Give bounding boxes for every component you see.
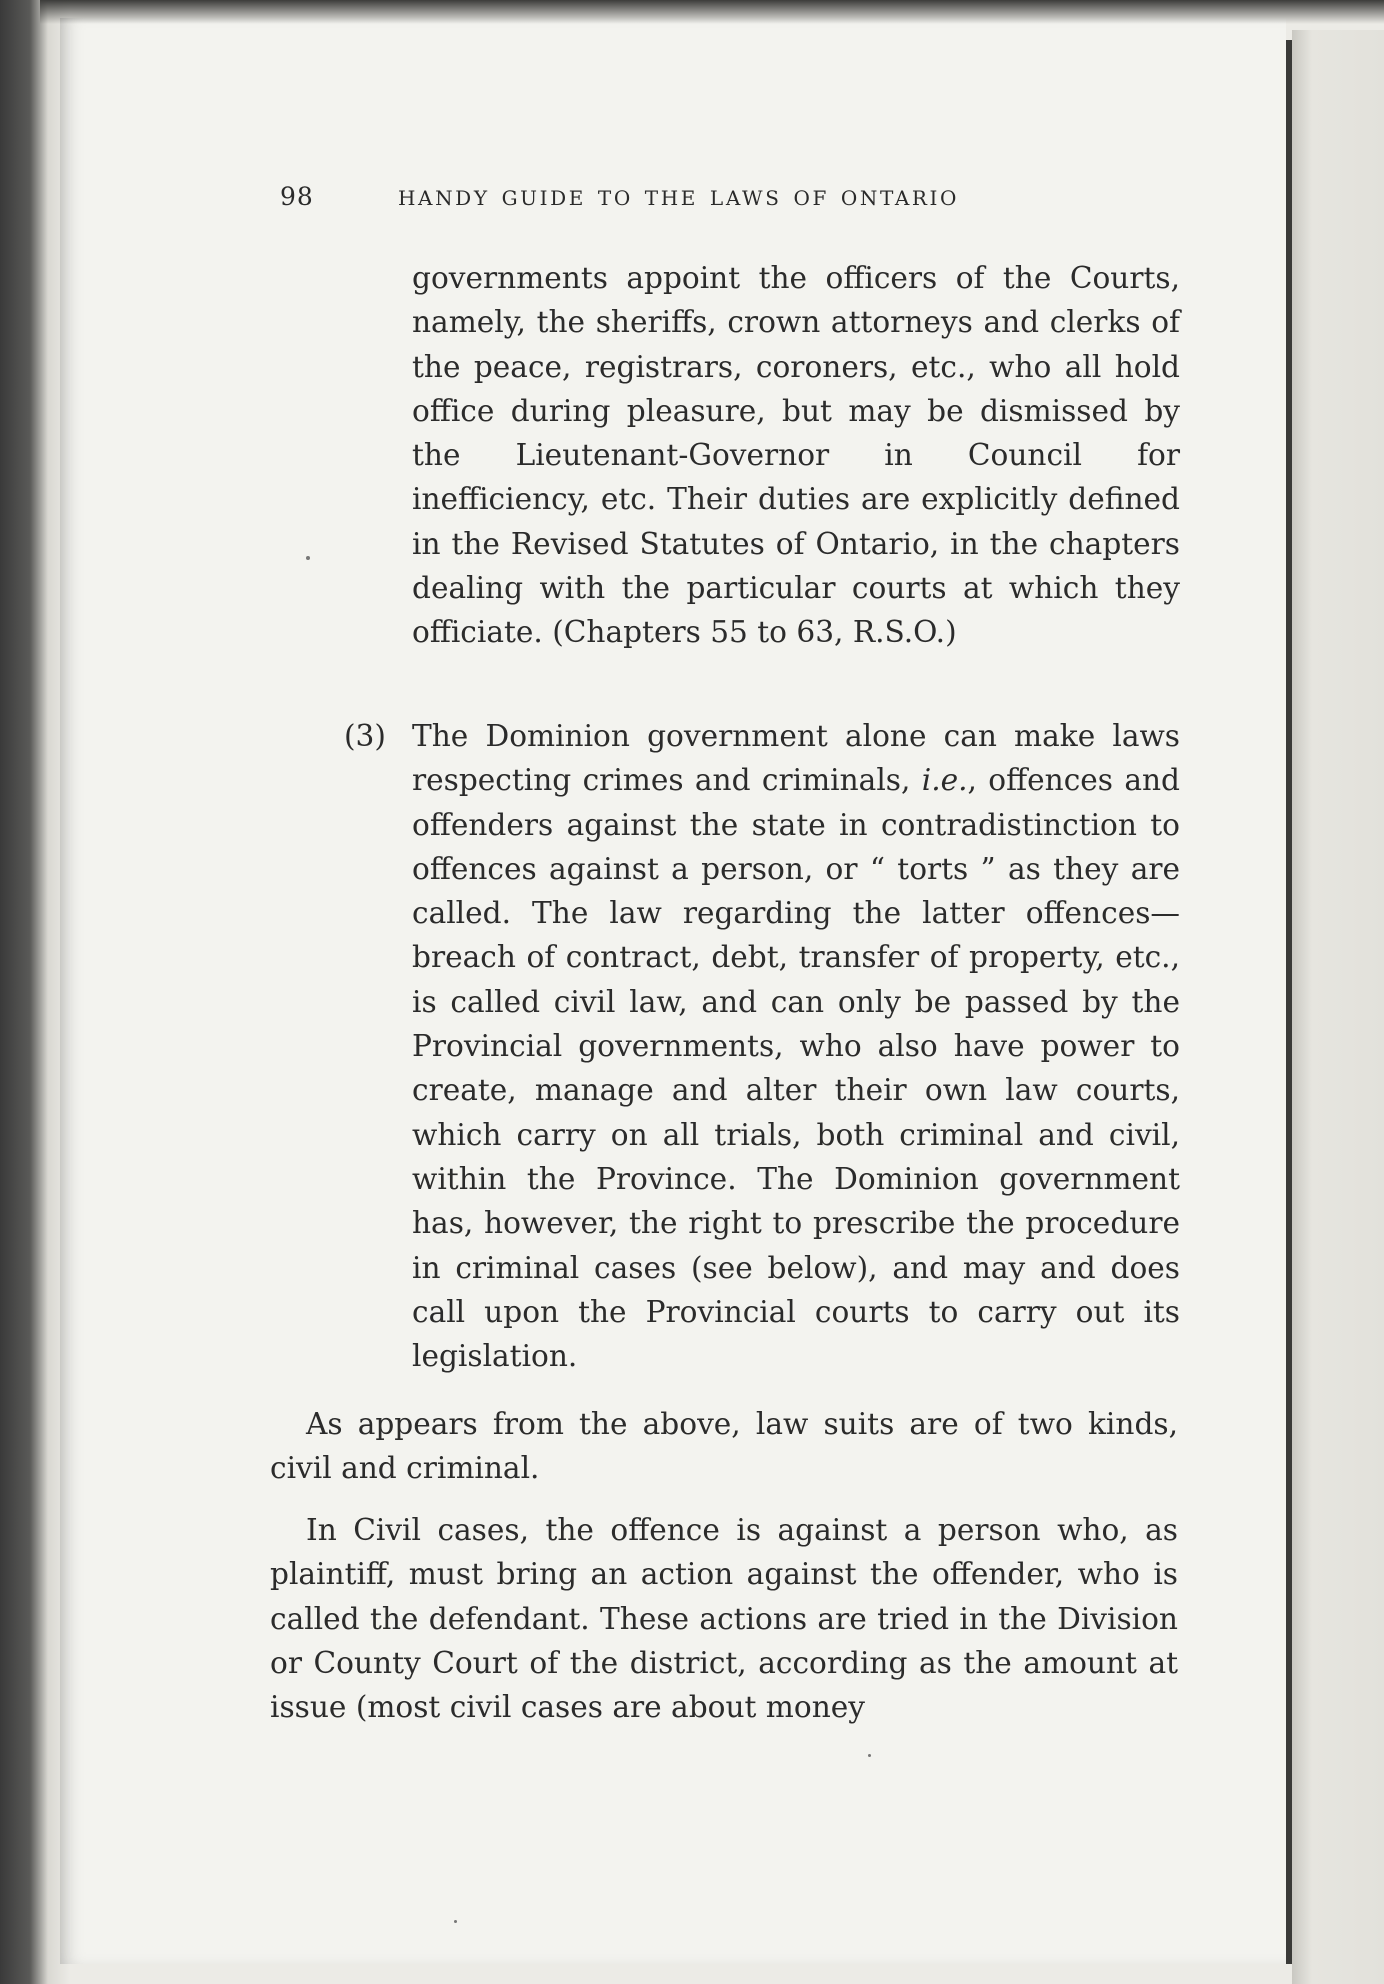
scan-top-shadow [40,0,1384,24]
continued-item-text: governments appoint the officers of the Courts, namely, the sheriffs, crown attorneys and clerks of the peace, registrars, coroners, etc., who all hold office during pleasure, but may be dismissed by the Lieutenant-Governor in Council for inefficiency, etc. Their duties are explicitly defined in the Revised Statutes of Ontario, in the chapters dealing with the particular courts at which they officiate. (Chapters 55 to 63, R.S.O.) [412,261,1180,650]
paper-speck [868,1754,871,1757]
paper-speck [454,1920,457,1923]
paper-speck [306,556,310,560]
item-text-end: , offences and offenders against the state in contradistinction to offences against a person, or “ torts ” as they are called. The law regarding the latter offences—breach of contract, debt, transfer of property, etc., is called civil law, and can only be passed by the Provincial governments, who also have power to create, manage and alter their own law courts, which carry on all trials, both criminal and civil, within the Province. The Dominion government has, however, the right to prescribe the procedure in criminal cases (see below), and may and does call upon the Provincial courts to carry out its legislation. [412,763,1180,1374]
page-number: 98 [280,182,314,211]
item-text-start: The Dominion government alone can make laws respecting crimes and criminals, [412,719,1180,798]
running-head: HANDY GUIDE TO THE LAWS OF ONTARIO [398,186,960,210]
item-body [412,714,1180,1378]
paragraph-law-suits: As appears from the above, law suits are of two kinds, civil and criminal. [270,1407,1178,1486]
item-number: (3) [344,719,386,753]
adjacent-page-edge [1292,30,1384,1984]
list-item-3 [344,714,1180,1378]
paragraph-civil-cases: In Civil cases, the offence is against a person who, as plaintiff, must bring an action against the offender, who is called the defendant. These actions are tried in the Division or County Court of the district, according as the amount at issue (most civil cases are about money [270,1513,1178,1725]
page-header [280,182,1180,222]
italic-ie: i.e. [921,763,968,798]
